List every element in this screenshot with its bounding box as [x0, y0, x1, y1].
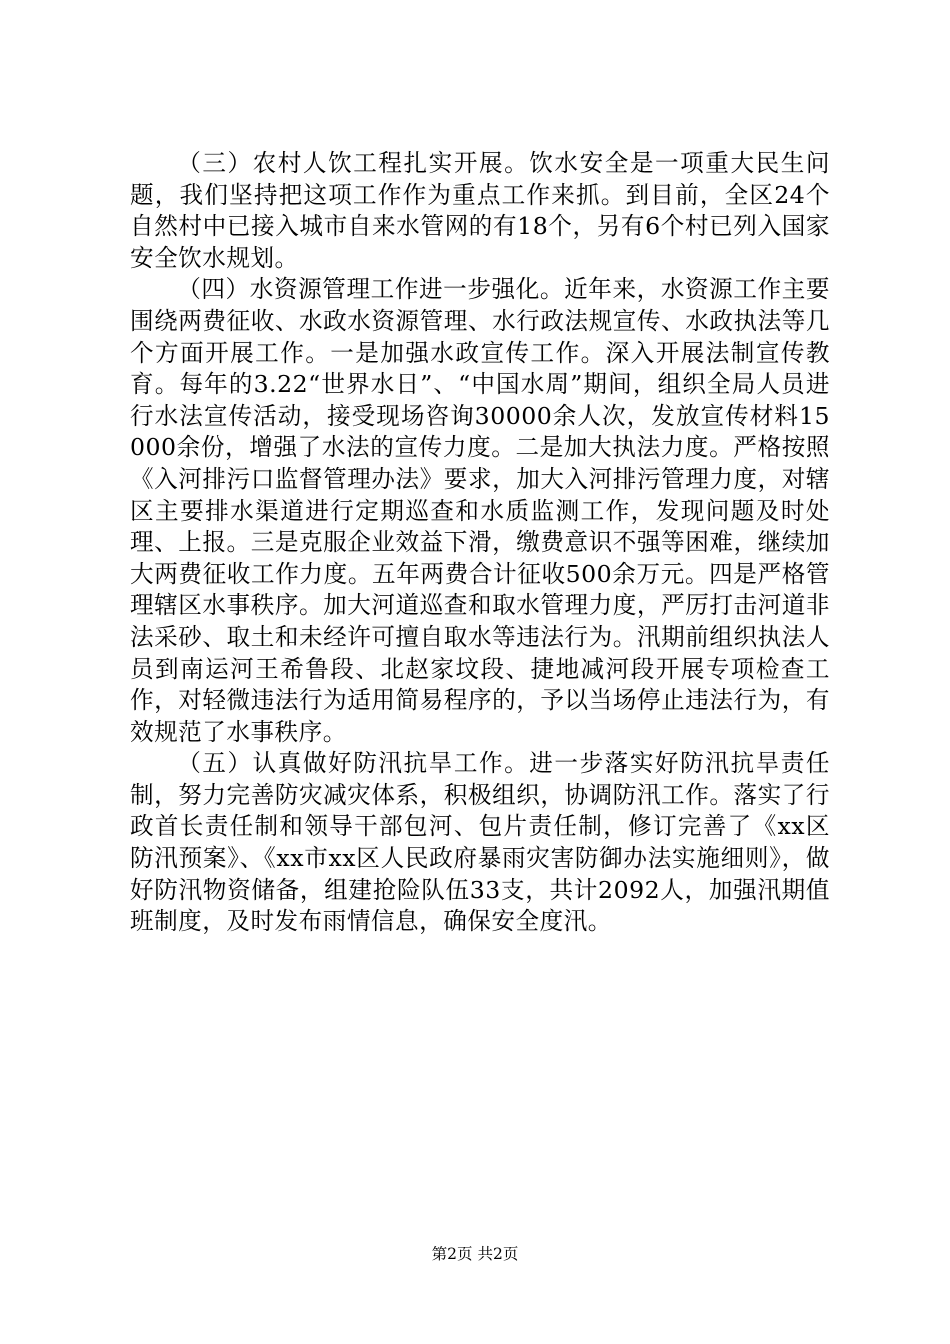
- paragraph-water-resources-management: （四）水资源管理工作进一步强化。近年来，水资源工作主要围绕两费征收、水政水资源管理、水行政法规宣传、水政执法等几个方面开展工作。一是加强水政宣传工作。深入开展法制宣传教育。每年的3.22“世界水日”、“中国水周”期间，组织全局人员进行水法宣传活动，接受现场咨询30000余人次，发放宣传材料15000余份，增强了水法的宣传力度。二是加大执法力度。严格按照《入河排污口监督管理办法》要求，加大入河排污管理力度，对辖区主要排水渠道进行定期巡查和水质监测工作，发现问题及时处理、上报。三是克服企业效益下滑，缴费意识不强等困难，继续加大两费征收工作力度。五年两费合计征收500余万元。四是严格管理辖区水事秩序。加大河道巡查和取水管理力度，严厉打击河道非法采砂、取土和未经许可擅自取水等违法行为。汛期前组织执法人员到南运河王希鲁段、北赵家坟段、捷地减河段开展专项检查工作，对轻微违法行为适用简易程序的，予以当场停止违法行为，有效规范了水事秩序。: [130, 275, 830, 746]
- page-number-current: 第2页: [431, 1245, 473, 1263]
- paragraph-rural-drinking-water: （三）农村人饮工程扎实开展。饮水安全是一项重大民生问题，我们坚持把这项工作作为重点工作来抓。到目前，全区24个自然村中已接入城市自来水管网的有18个，另有6个村已列入国家安全饮水规划。: [130, 149, 830, 272]
- paragraph-flood-drought-control: （五）认真做好防汛抗旱工作。进一步落实好防汛抗旱责任制，努力完善防灾减灾体系，积极组织，协调防汛工作。落实了行政首长责任制和领导干部包河、包片责任制，修订完善了《xx区防汛预案》、《xx市xx区人民政府暴雨灾害防御办法实施细则》，做好防汛物资储备，组建抢险队伍33支，共计2092人，加强汛期值班制度，及时发布雨情信息，确保安全度汛。: [130, 749, 830, 936]
- page-number-total: 共2页: [477, 1245, 519, 1263]
- page-footer: [0, 1244, 950, 1264]
- document-body: [130, 148, 830, 938]
